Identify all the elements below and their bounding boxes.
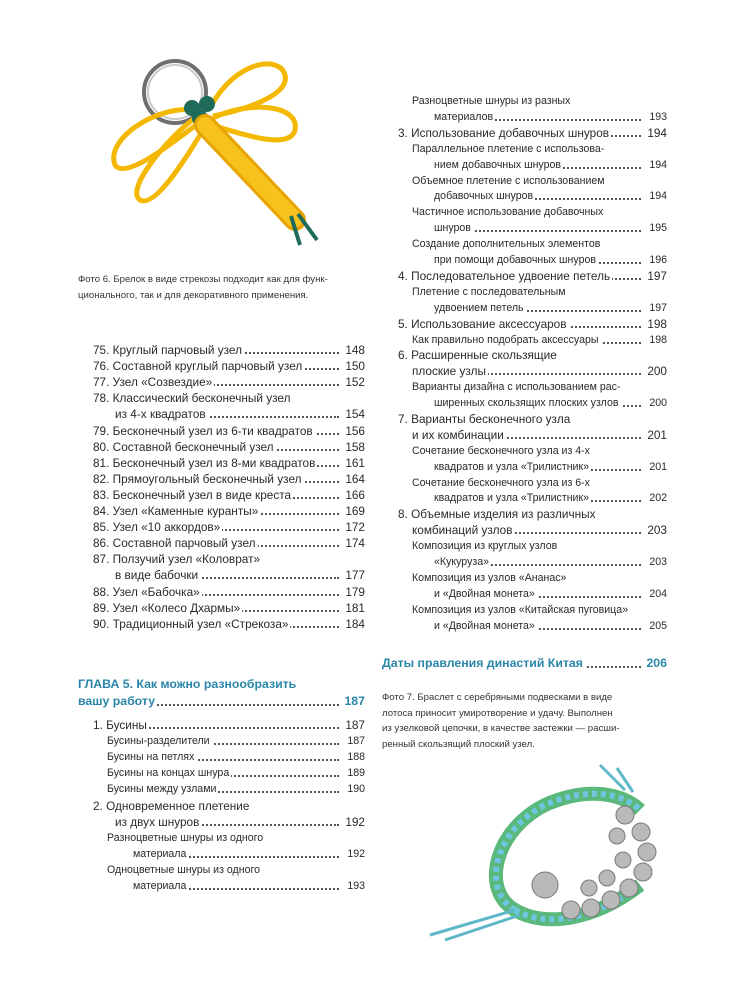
toc-entry[interactable] bbox=[398, 570, 667, 602]
toc-entry[interactable] bbox=[398, 411, 667, 443]
toc-entry[interactable] bbox=[93, 342, 365, 358]
toc-entry-title: Сочетание бесконечного узла из 4-х bbox=[412, 444, 590, 457]
toc-entry-title: 82. Прямоугольный бесконечный узел bbox=[93, 471, 302, 486]
toc-entry[interactable] bbox=[398, 347, 667, 379]
toc-entry[interactable] bbox=[398, 204, 667, 236]
toc-left-column-part2 bbox=[93, 717, 365, 894]
toc-entry[interactable] bbox=[93, 374, 365, 390]
toc-entry-page: 158 bbox=[342, 439, 365, 455]
toc-entry-title: квадратов и узла «Трилистник» bbox=[434, 492, 589, 505]
toc-entry-page: 194 bbox=[646, 157, 667, 173]
toc-entry-title: Бусины-разделители bbox=[107, 735, 210, 748]
toc-entry-title: 76. Составной круглый парчовый узел bbox=[93, 359, 303, 374]
toc-entry-title: 86. Составной парчовый узел bbox=[93, 536, 256, 551]
toc-entry-title: 7. Варианты бесконечного узла bbox=[398, 412, 571, 426]
toc-entry-title: Плетение с последовательным bbox=[412, 285, 566, 298]
toc-heading-entry[interactable] bbox=[382, 655, 667, 672]
toc-heading-page: 206 bbox=[643, 655, 667, 672]
toc-entry[interactable] bbox=[93, 423, 365, 439]
toc-entry[interactable] bbox=[398, 284, 667, 316]
toc-entry[interactable] bbox=[93, 798, 365, 830]
toc-entry[interactable] bbox=[93, 390, 365, 422]
toc-entry-page: 194 bbox=[646, 188, 667, 204]
chapter-5-heading[interactable] bbox=[78, 676, 365, 710]
toc-entry-page: 156 bbox=[342, 423, 365, 439]
toc-entry-title: Сочетание бесконечного узла из 6-х bbox=[412, 476, 590, 489]
toc-entry-page: 196 bbox=[646, 252, 667, 268]
toc-entry-title: добавочных шнуров bbox=[434, 190, 534, 203]
toc-right-column bbox=[398, 93, 667, 634]
toc-entry-page: 150 bbox=[342, 358, 365, 374]
toc-entry-title: 88. Узел «Бабочка» bbox=[93, 584, 200, 599]
toc-entry[interactable] bbox=[93, 584, 365, 600]
toc-entry-title: нием добавочных шнуров bbox=[434, 158, 562, 171]
toc-entry[interactable] bbox=[398, 506, 667, 538]
toc-heading-title: вашу работу bbox=[78, 694, 156, 708]
toc-heading-title: Даты правления династий Китая bbox=[382, 656, 583, 670]
toc-entry-page: 203 bbox=[646, 554, 667, 570]
toc-entry-page: 148 bbox=[342, 342, 365, 358]
toc-entry-title: 78. Классический бесконечный узел bbox=[93, 391, 291, 406]
toc-entry-title: 1. Бусины bbox=[93, 718, 147, 732]
toc-entry-title: 4. Последовательное удвоение петель bbox=[398, 268, 611, 283]
toc-entry-page: 192 bbox=[344, 846, 365, 862]
toc-entry-page: 181 bbox=[342, 600, 365, 616]
toc-entry-page: 200 bbox=[646, 395, 667, 411]
toc-entry-page: 193 bbox=[646, 109, 667, 125]
dragonfly-keychain-photo bbox=[95, 50, 335, 260]
toc-entry-title: при помощи добавочных шнуров bbox=[434, 253, 596, 266]
toc-entry-page: 187 bbox=[342, 717, 365, 733]
toc-entry[interactable] bbox=[93, 765, 365, 781]
caption-line: лотоса приносит умиротворение и удачу. Выполнен bbox=[382, 707, 613, 719]
toc-entry[interactable] bbox=[93, 749, 365, 765]
toc-entry[interactable] bbox=[93, 781, 365, 797]
toc-entry-page: 197 bbox=[644, 268, 667, 284]
toc-entry-title: 85. Узел «10 аккордов» bbox=[93, 520, 221, 535]
photo7-caption bbox=[382, 690, 682, 752]
toc-entry-page: 164 bbox=[342, 471, 365, 487]
toc-entry-title: ширенных скользящих плоских узлов bbox=[434, 397, 619, 410]
caption-line: ционального, так и для декоративного применения. bbox=[78, 289, 309, 301]
toc-entry[interactable] bbox=[93, 733, 365, 749]
toc-entry[interactable] bbox=[398, 173, 667, 205]
toc-entry[interactable] bbox=[93, 503, 365, 519]
toc-entry-title: и «Двойная монета» bbox=[434, 619, 535, 632]
dynasty-dates-entry[interactable] bbox=[382, 655, 667, 672]
toc-entry-page: 177 bbox=[342, 567, 365, 583]
toc-entry[interactable] bbox=[93, 535, 365, 551]
toc-entry-title: 75. Круглый парчовый узел bbox=[93, 343, 242, 357]
toc-entry-title: удвоением петель bbox=[434, 301, 524, 314]
toc-entry[interactable] bbox=[398, 141, 667, 173]
toc-entry-title: 81. Бесконечный узел из 8-ми квадратов bbox=[93, 455, 316, 470]
toc-entry[interactable] bbox=[93, 600, 365, 616]
toc-entry-page: 197 bbox=[646, 300, 667, 316]
toc-entry-title: Объемное плетение с использованием bbox=[412, 174, 605, 187]
toc-entry[interactable] bbox=[93, 862, 365, 894]
toc-entry-title: Одноцветные шнуры из одного bbox=[107, 863, 260, 876]
toc-entry-title: и их комбинации bbox=[412, 427, 504, 442]
caption-line: из узелковой цепочки, в качестве застежки — расши- bbox=[382, 723, 620, 734]
toc-entry-page: 201 bbox=[646, 459, 667, 475]
toc-entry-title: 83. Бесконечный узел в виде креста bbox=[93, 487, 292, 502]
toc-entry-title: Композиция из круглых узлов bbox=[412, 540, 558, 553]
toc-entry[interactable] bbox=[398, 236, 667, 268]
toc-entry-title: Как правильно подобрать аксессуары bbox=[412, 333, 599, 346]
toc-entry-page: 169 bbox=[342, 503, 365, 519]
toc-entry-page: 198 bbox=[644, 316, 667, 332]
toc-entry[interactable] bbox=[398, 316, 667, 332]
caption-line: Фото 6. Брелок в виде стрекозы подходит как для функ- bbox=[78, 274, 328, 285]
toc-entry-page: 190 bbox=[344, 781, 365, 797]
toc-entry-page: 202 bbox=[646, 490, 667, 506]
toc-entry-page: 193 bbox=[344, 878, 365, 894]
toc-entry-title: Разноцветные шнуры из разных bbox=[412, 95, 571, 107]
toc-entry-title: материала bbox=[133, 847, 187, 860]
toc-entry-title: Бусины на петлях bbox=[107, 751, 195, 764]
toc-entry-title: квадратов и узла «Трилистник» bbox=[434, 460, 589, 473]
toc-entry-title: материала bbox=[133, 879, 187, 892]
toc-entry[interactable] bbox=[93, 519, 365, 535]
caption-line: ренный скользящий плоский узел. bbox=[382, 738, 535, 750]
toc-entry[interactable] bbox=[398, 379, 667, 411]
toc-entry-title: Бусины между узлами bbox=[107, 783, 217, 796]
toc-entry-page: 204 bbox=[646, 586, 667, 602]
toc-entry[interactable] bbox=[398, 93, 667, 125]
toc-left-column bbox=[93, 342, 365, 632]
toc-entry-title: Частичное использование добавочных bbox=[412, 206, 604, 219]
photo6-caption bbox=[78, 272, 378, 303]
toc-entry[interactable] bbox=[93, 487, 365, 503]
toc-entry-title: Композиция из узлов «Ананас» bbox=[412, 572, 567, 584]
toc-entry-page: 192 bbox=[342, 814, 365, 830]
toc-entry-page: 195 bbox=[646, 220, 667, 236]
toc-entry-page: 179 bbox=[342, 584, 365, 600]
toc-entry-title: 89. Узел «Колесо Дхармы» bbox=[93, 600, 241, 615]
toc-entry[interactable] bbox=[93, 455, 365, 471]
toc-entry-title: Варианты дизайна с использованием рас- bbox=[412, 381, 621, 394]
toc-entry-title: Композиция из узлов «Китайская пуговица» bbox=[412, 603, 629, 616]
toc-entry-title: из двух шнуров bbox=[115, 814, 200, 829]
toc-entry[interactable] bbox=[93, 616, 365, 632]
toc-entry-page: 187 bbox=[344, 733, 365, 749]
toc-entry-page: 188 bbox=[344, 749, 365, 765]
toc-entry[interactable] bbox=[93, 830, 365, 862]
toc-entry-title: 6. Расширенные скользящие bbox=[398, 348, 557, 363]
toc-entry[interactable] bbox=[398, 602, 667, 634]
toc-entry-title: из 4-х квадратов bbox=[115, 407, 206, 422]
toc-entry[interactable] bbox=[398, 475, 667, 507]
toc-entry-page: 154 bbox=[342, 406, 365, 422]
toc-entry-title: Бусины на концах шнура bbox=[107, 767, 230, 780]
toc-entry-title: 5. Использование аксессуаров bbox=[398, 316, 567, 331]
toc-entry-title: «Кукуруза» bbox=[434, 556, 490, 569]
toc-entry[interactable] bbox=[93, 358, 365, 374]
toc-entry-title: 87. Ползучий узел «Коловрат» bbox=[93, 552, 261, 567]
toc-entry-page: 200 bbox=[644, 363, 667, 379]
toc-entry-page: 172 bbox=[342, 519, 365, 535]
toc-entry-title: материалов bbox=[434, 110, 494, 123]
toc-entry-title: 84. Узел «Каменные куранты» bbox=[93, 504, 259, 518]
toc-entry-title: 8. Объемные изделия из различных bbox=[398, 507, 596, 522]
toc-entry-title: 2. Одновременное плетение bbox=[93, 798, 250, 813]
toc-entry-page: 184 bbox=[342, 616, 365, 632]
toc-entry-page: 205 bbox=[646, 618, 667, 634]
toc-entry-page: 203 bbox=[644, 522, 667, 538]
toc-entry-title: комбинаций узлов bbox=[412, 523, 513, 538]
toc-heading-entry[interactable] bbox=[78, 676, 365, 710]
toc-entry-page: 174 bbox=[342, 535, 365, 551]
toc-entry-title: в виде бабочки bbox=[115, 568, 199, 583]
toc-entry-title: плоские узлы bbox=[412, 364, 486, 379]
toc-entry-title: Создание дополнительных элементов bbox=[412, 238, 601, 251]
toc-entry-title: 3. Использование добавочных шнуров bbox=[398, 125, 610, 140]
caption-line: Фото 7. Браслет с серебряными подвесками в виде bbox=[382, 692, 613, 703]
toc-entry-title: шнуров bbox=[434, 222, 471, 235]
toc-entry[interactable] bbox=[398, 268, 667, 284]
toc-entry[interactable] bbox=[398, 332, 667, 348]
toc-entry-title: 79. Бесконечный узел из 6-ти квадратов bbox=[93, 423, 313, 438]
toc-heading-title: ГЛАВА 5. Как можно разнообразить bbox=[78, 677, 297, 691]
toc-entry-page: 201 bbox=[644, 427, 667, 443]
toc-entry-page: 194 bbox=[644, 125, 667, 141]
toc-entry-title: Разноцветные шнуры из одного bbox=[107, 831, 264, 844]
toc-heading-page: 187 bbox=[341, 693, 365, 710]
toc-entry-page: 189 bbox=[344, 765, 365, 781]
bracelet-photo bbox=[385, 760, 685, 945]
toc-entry[interactable] bbox=[93, 439, 365, 455]
toc-entry-page: 198 bbox=[646, 332, 667, 348]
toc-entry[interactable] bbox=[398, 538, 667, 570]
toc-entry[interactable] bbox=[93, 551, 365, 583]
toc-entry[interactable] bbox=[93, 471, 365, 487]
toc-entry-title: и «Двойная монета» bbox=[434, 587, 535, 600]
toc-entry-page: 166 bbox=[342, 487, 365, 503]
toc-entry[interactable] bbox=[398, 125, 667, 141]
toc-entry-title: 90. Традиционный узел «Стрекоза» bbox=[93, 616, 289, 631]
toc-entry-page: 161 bbox=[342, 455, 365, 471]
toc-entry-title: Параллельное плетение с использова- bbox=[412, 142, 605, 155]
toc-entry[interactable] bbox=[93, 717, 365, 733]
toc-entry-title: 80. Составной бесконечный узел bbox=[93, 439, 274, 454]
toc-entry[interactable] bbox=[398, 443, 667, 475]
toc-entry-title: 77. Узел «Созвездие» bbox=[93, 375, 213, 390]
toc-entry-page: 152 bbox=[342, 374, 365, 390]
